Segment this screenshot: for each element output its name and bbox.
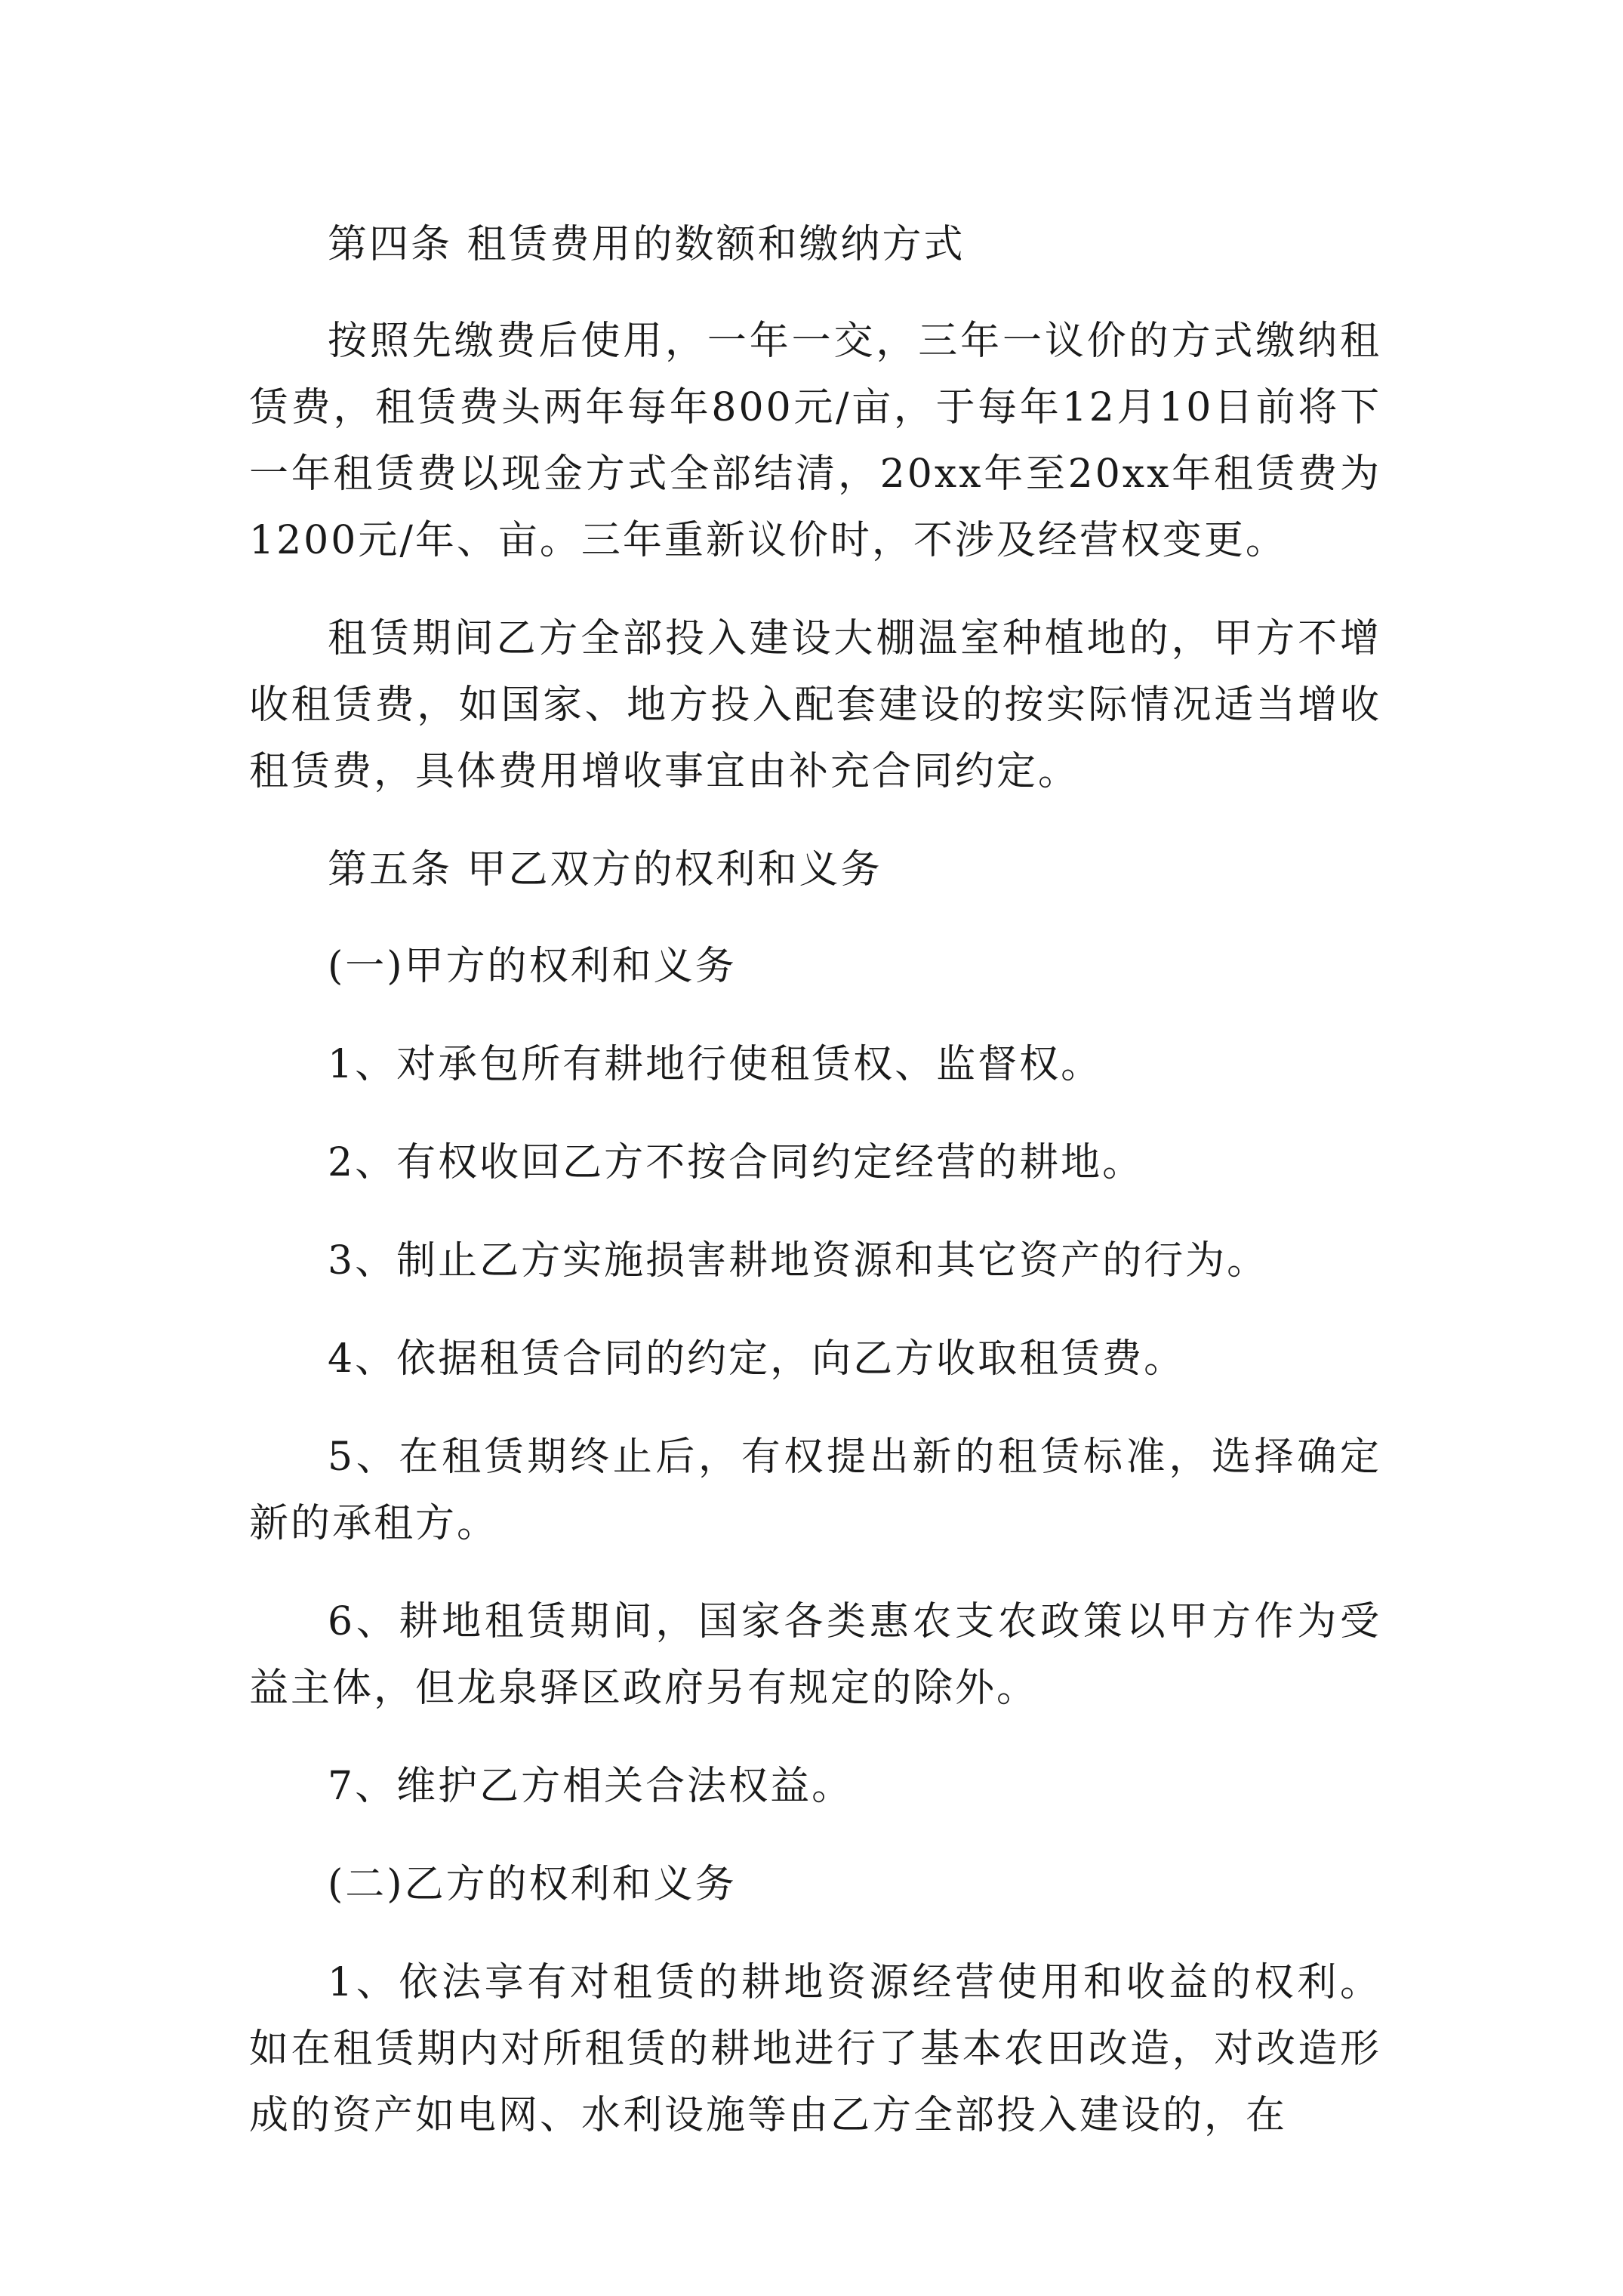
party-a-item-1: 1、对承包所有耕地行使租赁权、监督权。	[328, 1042, 1103, 1087]
party-a-item-7: 7、维护乙方相关合法权益。	[328, 1764, 854, 1809]
section-party-a-heading: (一)甲方的权利和义务	[328, 944, 737, 989]
article-4-heading: 第四条 租赁费用的数额和缴纳方式	[328, 222, 965, 267]
party-b-item-1: 1、依法享有对租赁的耕地资源经营使用和收益的权利。如在租赁期内对所租赁的耕地进行了基本农田改造，对改造形成的资产如电网、水利设施等由乙方全部投入建设的，在	[249, 1960, 1381, 2138]
paragraph-greenhouse-fee: 租赁期间乙方全部投入建设大棚温室种植地的，甲方不增收租赁费，如国家、地方投入配套建设的按实际情况适当增收租赁费，具体费用增收事宜由补充合同约定。	[249, 616, 1381, 794]
section-party-b-heading: (二)乙方的权利和义务	[328, 1862, 737, 1907]
party-a-item-6: 6、耕地租赁期间，国家各类惠农支农政策以甲方作为受益主体，但龙泉驿区政府另有规定的除外。	[249, 1599, 1381, 1711]
party-a-item-5: 5、在租赁期终止后，有权提出新的租赁标准，选择确定新的承租方。	[249, 1435, 1381, 1546]
party-a-item-4: 4、依据租赁合同的约定，向乙方收取租赁费。	[328, 1336, 1186, 1382]
party-a-item-2: 2、有权收回乙方不按合同约定经营的耕地。	[328, 1140, 1144, 1185]
article-5-heading: 第五条 甲乙双方的权利和义务	[328, 847, 882, 892]
document-body	[249, 211, 1381, 2180]
paragraph-payment-method: 按照先缴费后使用，一年一交，三年一议价的方式缴纳租赁费，租赁费头两年每年800元/亩，于每年12月10日前将下一年租赁费以现金方式全部结清，20xx年至20xx年租赁费为1200元/年、亩。三年重新议价时，不涉及经营权变更。	[249, 319, 1381, 563]
party-a-item-3: 3、制止乙方实施损害耕地资源和其它资产的行为。	[328, 1238, 1269, 1284]
